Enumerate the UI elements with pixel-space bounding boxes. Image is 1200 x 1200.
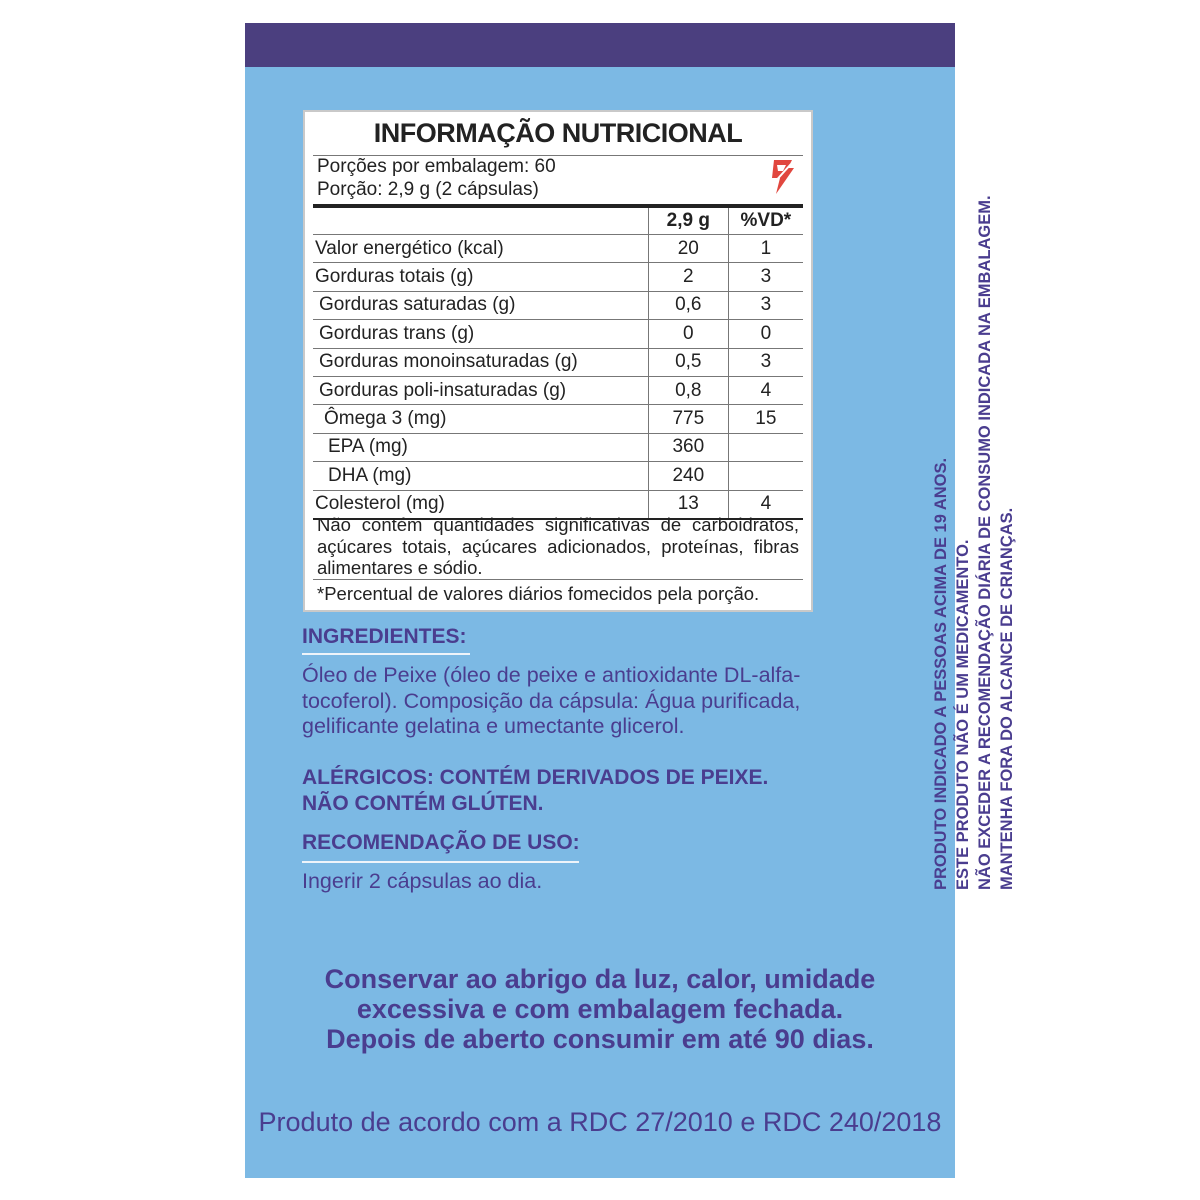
table-row [313, 263, 803, 291]
row-label: Gorduras trans (g) [313, 320, 648, 348]
col-header-amount: 2,9 g [648, 208, 728, 235]
warning-line: PRODUTO INDICADO A PESSOAS ACIMA DE 19 ANOS. [932, 457, 950, 890]
row-amount: 360 [648, 433, 728, 461]
table-row [313, 376, 803, 404]
warnings-block [930, 195, 1018, 890]
storage-line: Conservar ao abrigo da luz, calor, umidade [324, 964, 876, 994]
row-label: Gorduras saturadas (g) [313, 291, 648, 319]
col-header-dv: %VD* [728, 208, 803, 235]
allergen-line: ALÉRGICOS: CONTÉM DERIVADOS DE PEIXE. [302, 766, 769, 789]
storage-instructions [245, 964, 955, 1054]
row-dv: 3 [728, 263, 803, 291]
row-dv: 3 [728, 291, 803, 319]
row-label: Valor energético (kcal) [313, 235, 648, 263]
table-row [313, 320, 803, 348]
divider [313, 579, 803, 580]
allergen-warning [302, 765, 768, 816]
row-dv: 4 [728, 490, 803, 519]
row-dv [728, 433, 803, 461]
table-row [313, 433, 803, 461]
gluten-line: NÃO CONTÉM GLÚTEN. [302, 791, 544, 815]
row-label: Colesterol (mg) [313, 490, 648, 519]
table-row [313, 462, 803, 490]
ingredients-text: Óleo de Peixe (óleo de peixe e antioxidante DL-alfa-tocoferol). Composição da cápsula: Água purificada, gelificante gelatina e umectante glicerol. [302, 663, 801, 738]
table-row [313, 348, 803, 376]
nutrition-note: Não contém quantidades significativas de carboidratos, açúcares totais, açúcares adicionados, proteínas, fibras alimentares e sódio. [317, 514, 799, 578]
ingredients-heading: INGREDIENTES: [302, 625, 467, 648]
row-dv: 15 [728, 405, 803, 433]
usage-text: Ingerir 2 cápsulas ao dia. [302, 869, 543, 893]
row-amount: 0,5 [648, 348, 728, 376]
daily-value-footnote: *Percentual de valores diários fomecidos pela porção. [317, 583, 760, 604]
serving-size: Porção: 2,9 g (2 cápsulas) [317, 179, 539, 200]
top-band [245, 23, 955, 67]
row-amount: 2 [648, 263, 728, 291]
table-row [313, 235, 803, 263]
row-label: Gorduras poli-insaturadas (g) [313, 376, 648, 404]
warning-line: MANTENHA FORA DO ALCANCE DE CRIANÇAS. [998, 507, 1016, 890]
warning-seal-icon [764, 158, 798, 196]
warning-line: NÃO EXCEDER A RECOMENDAÇÃO DIÁRIA DE CONSUMO INDICADA NA EMBALAGEM. [976, 195, 994, 890]
nutrition-rows [313, 208, 803, 520]
warning-line: ESTE PRODUTO NÃO É UM MEDICAMENTO. [954, 539, 972, 890]
row-amount: 0,6 [648, 291, 728, 319]
row-amount: 0 [648, 320, 728, 348]
row-dv: 0 [728, 320, 803, 348]
heading-underline [302, 653, 470, 655]
table-row [313, 291, 803, 319]
header-blank [313, 208, 648, 235]
row-label: Gorduras monoinsaturadas (g) [313, 348, 648, 376]
row-amount: 240 [648, 462, 728, 490]
row-amount: 0,8 [648, 376, 728, 404]
storage-line: excessiva e com embalagem fechada. [356, 994, 844, 1024]
nutrition-title: INFORMAÇÃO NUTRICIONAL [373, 118, 743, 148]
row-amount: 13 [648, 490, 728, 519]
row-dv [728, 462, 803, 490]
servings-per-pack: Porções por embalagem: 60 [317, 156, 556, 177]
row-amount: 775 [648, 405, 728, 433]
table-row [313, 405, 803, 433]
usage-heading: RECOMENDAÇÃO DE USO: [302, 831, 580, 854]
row-label: Ômega 3 (mg) [313, 405, 648, 433]
row-label: DHA (mg) [313, 462, 648, 490]
row-label: EPA (mg) [313, 433, 648, 461]
row-dv: 3 [728, 348, 803, 376]
regulation-text: Produto de acordo com a RDC 27/2010 e RDC 240/2018 [258, 1107, 942, 1137]
storage-line: Depois de aberto consumir em até 90 dias. [326, 1024, 874, 1054]
row-dv: 4 [728, 376, 803, 404]
heading-underline [302, 861, 579, 863]
nutrition-facts-table [303, 110, 813, 612]
row-label: Gorduras totais (g) [313, 263, 648, 291]
row-amount: 20 [648, 235, 728, 263]
table-header-row [313, 208, 803, 235]
row-dv: 1 [728, 235, 803, 263]
